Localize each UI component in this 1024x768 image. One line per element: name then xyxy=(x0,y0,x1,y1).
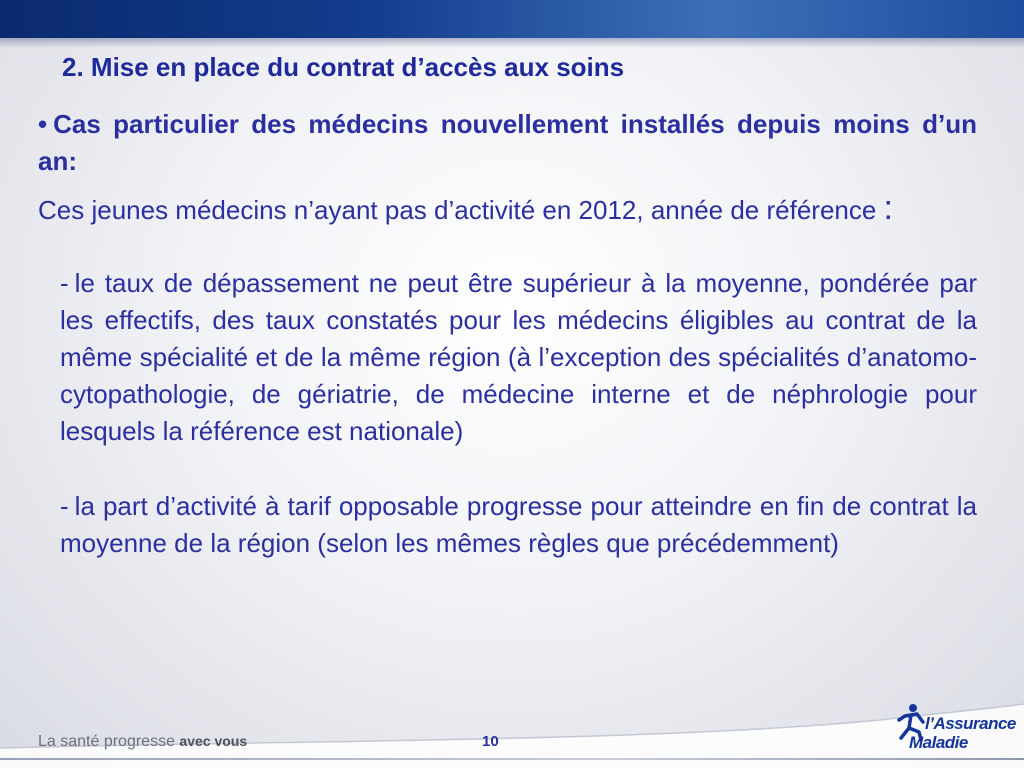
logo-text-line2: Maladie xyxy=(909,733,968,752)
slide-body xyxy=(38,106,977,562)
assurance-maladie-logo xyxy=(895,702,1020,764)
subpoint-2-text: la part d’activité à tarif opposable progresse pour atteindre en fin de contrat la moyenne de la région (selon les mêmes règles que précédemment) xyxy=(60,491,977,558)
intro-text: Ces jeunes médecins n’ayant pas d’activité en 2012, année de référence xyxy=(38,195,884,225)
bullet-icon: • xyxy=(38,109,48,139)
page-number: 10 xyxy=(482,733,499,750)
header-bar xyxy=(0,0,1024,38)
footer-slogan xyxy=(38,733,247,751)
subpoint-2 xyxy=(60,488,977,562)
slide-title: 2. Mise en place du contrat d’accès aux soins xyxy=(62,52,625,82)
dash-marker: - xyxy=(60,268,69,298)
subpoint-1-text: le taux de dépassement ne peut être supérieur à la moyenne, pondérée par les effectifs, des taux constatés pour les médecins éligibles au contrat de la même spécialité et de la même région (à l’exception des spécialités d’anatomo-cytopathologie, de gériatrie, de médecine interne et de néphrologie pour lesquels la référence est nationale) xyxy=(60,268,977,446)
slogan-regular: La santé progresse xyxy=(38,733,180,750)
footer-line xyxy=(0,758,1024,760)
header-shadow xyxy=(0,38,1024,48)
slogan-bold: avec vous xyxy=(179,733,248,749)
dash-marker: - xyxy=(60,491,69,521)
logo-text-line1: l’Assurance xyxy=(925,714,1016,733)
subpoint-1 xyxy=(60,265,977,450)
footer-swoosh xyxy=(0,690,1024,768)
bullet-heading xyxy=(38,106,977,180)
intro-colon: : xyxy=(883,189,893,227)
intro-paragraph xyxy=(38,190,977,229)
bullet-heading-text: Cas particulier des médecins nouvellement installés depuis moins d’un an: xyxy=(38,109,977,176)
